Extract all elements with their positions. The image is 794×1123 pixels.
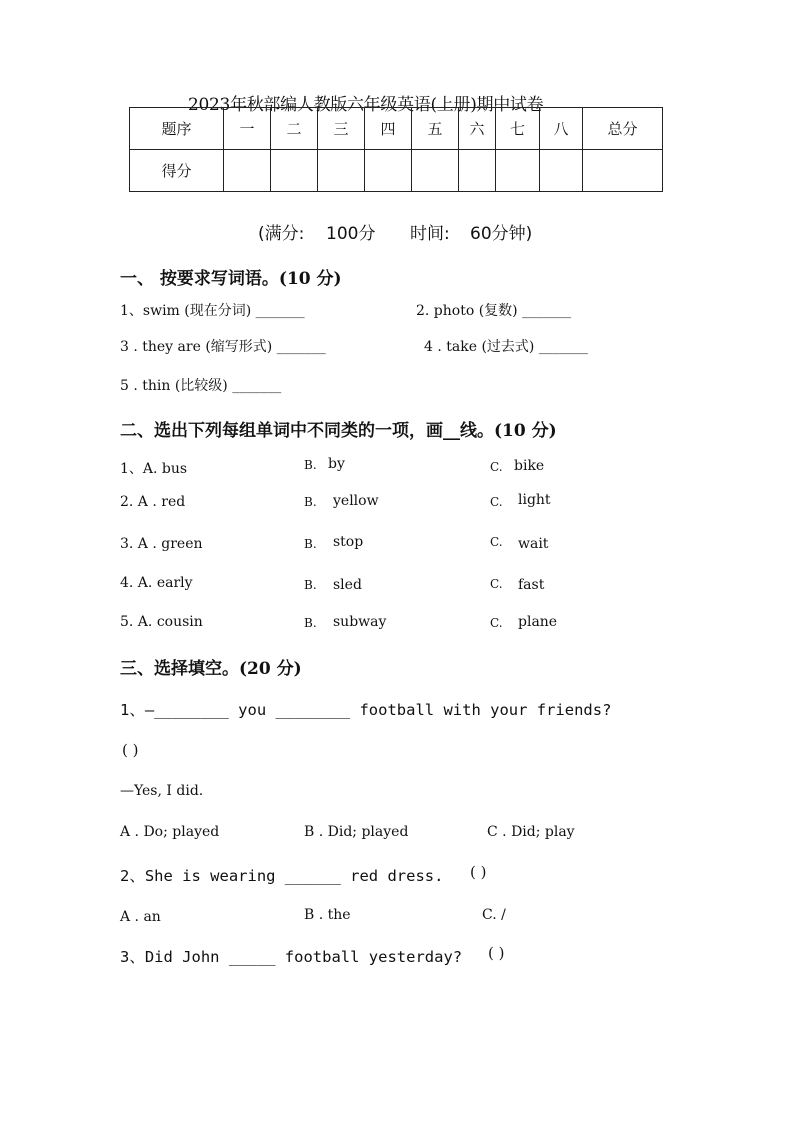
- s2-row-2-letter-b: B.: [304, 495, 317, 509]
- s1-question-1: 1、swim (现在分词) _______: [120, 303, 305, 319]
- s2-row-1-letter-b: B.: [304, 458, 317, 472]
- s2-row-3-option-a: 3. A . green: [120, 536, 203, 552]
- s3-q2-option-a: A . an: [120, 909, 161, 925]
- s2-row-4-letter-c: C.: [490, 577, 503, 591]
- s3-q3-answer-paren: ( ): [488, 944, 505, 962]
- s2-row-3-letter-c: C.: [490, 535, 503, 549]
- score-cell[interactable]: [540, 150, 583, 192]
- s2-row-2-option-a: 2. A . red: [120, 494, 186, 510]
- score-cell[interactable]: [318, 150, 365, 192]
- header-cell: 二: [271, 108, 318, 150]
- section-2-heading: 二、选出下列每组单词中不同类的一项，画__线。(10 分): [120, 421, 557, 441]
- s2-row-2-option-b: yellow: [333, 493, 379, 509]
- s1-question-4: 4 . take (过去式) _______: [424, 339, 588, 355]
- score-cell[interactable]: [224, 150, 271, 192]
- time-value: 60分钟): [470, 224, 533, 244]
- s3-q2-option-c: C. /: [482, 907, 506, 923]
- s2-row-3-option-c: wait: [518, 536, 549, 552]
- s2-row-5-letter-b: B.: [304, 616, 317, 630]
- s1-question-5: 5 . thin (比较级) _______: [120, 378, 282, 394]
- section-1-heading: 一、 按要求写词语。(10 分): [120, 269, 342, 289]
- s3-q1-dialogue: —Yes, I did.: [120, 783, 204, 799]
- score-row-label: 得分: [130, 150, 224, 192]
- s2-row-3-option-b: stop: [333, 534, 364, 550]
- full-score-value: 100分: [326, 224, 376, 244]
- page-title: 2023年秋部编人教版六年级英语(上册)期中试卷: [188, 95, 544, 115]
- s2-row-4-letter-b: B.: [304, 578, 317, 592]
- s2-row-3-letter-b: B.: [304, 537, 317, 551]
- score-table-header-row: [130, 108, 663, 150]
- header-cell: 五: [412, 108, 459, 150]
- score-cell[interactable]: [412, 150, 459, 192]
- s3-q1-option-b: B . Did; played: [304, 824, 409, 840]
- score-cell[interactable]: [496, 150, 540, 192]
- header-cell: 三: [318, 108, 365, 150]
- s3-q2-answer-paren: ( ): [470, 863, 487, 881]
- s2-row-4-option-b: sled: [333, 577, 362, 593]
- score-cell[interactable]: [271, 150, 318, 192]
- score-cell[interactable]: [583, 150, 663, 192]
- header-cell: 六: [459, 108, 496, 150]
- s2-row-5-option-a: 5. A. cousin: [120, 614, 203, 630]
- score-cell[interactable]: [365, 150, 412, 192]
- s2-row-1-option-a: 1、A. bus: [120, 461, 188, 477]
- s2-row-4-option-a: 4. A. early: [120, 575, 193, 591]
- score-table-score-row: [130, 150, 663, 192]
- header-cell: 一: [224, 108, 271, 150]
- s2-row-5-option-b: subway: [333, 614, 387, 630]
- header-cell: 题序: [130, 108, 224, 150]
- s2-row-2-option-c: light: [518, 492, 551, 508]
- score-cell[interactable]: [459, 150, 496, 192]
- s3-question-1: 1、—________ you ________ football with your friends?: [120, 701, 612, 719]
- s2-row-5-letter-c: C.: [490, 616, 503, 630]
- s2-row-1-option-b: by: [328, 456, 345, 472]
- s2-row-4-option-c: fast: [518, 577, 545, 593]
- header-cell: 七: [496, 108, 540, 150]
- full-score-label: (满分:: [258, 224, 305, 244]
- time-label: 时间:: [410, 224, 450, 244]
- score-table: [129, 107, 663, 192]
- s2-row-2-letter-c: C.: [490, 495, 503, 509]
- s3-q1-answer-paren: ( ): [122, 741, 139, 759]
- s3-q2-option-b: B . the: [304, 907, 351, 923]
- s2-row-1-letter-c: C.: [490, 460, 503, 474]
- header-cell: 八: [540, 108, 583, 150]
- header-cell: 总分: [583, 108, 663, 150]
- section-3-heading: 三、选择填空。(20 分): [120, 659, 302, 679]
- s3-question-3: 3、Did John _____ football yesterday?: [120, 948, 463, 966]
- s2-row-5-option-c: plane: [518, 614, 558, 630]
- s1-question-3: 3 . they are (缩写形式) _______: [120, 339, 326, 355]
- s3-q1-option-c: C . Did; play: [487, 824, 575, 840]
- header-cell: 四: [365, 108, 412, 150]
- s1-question-2: 2. photo (复数) _______: [416, 303, 572, 319]
- s3-q1-option-a: A . Do; played: [120, 824, 220, 840]
- s3-question-2: 2、She is wearing ______ red dress.: [120, 867, 444, 885]
- s2-row-1-option-c: bike: [514, 458, 545, 474]
